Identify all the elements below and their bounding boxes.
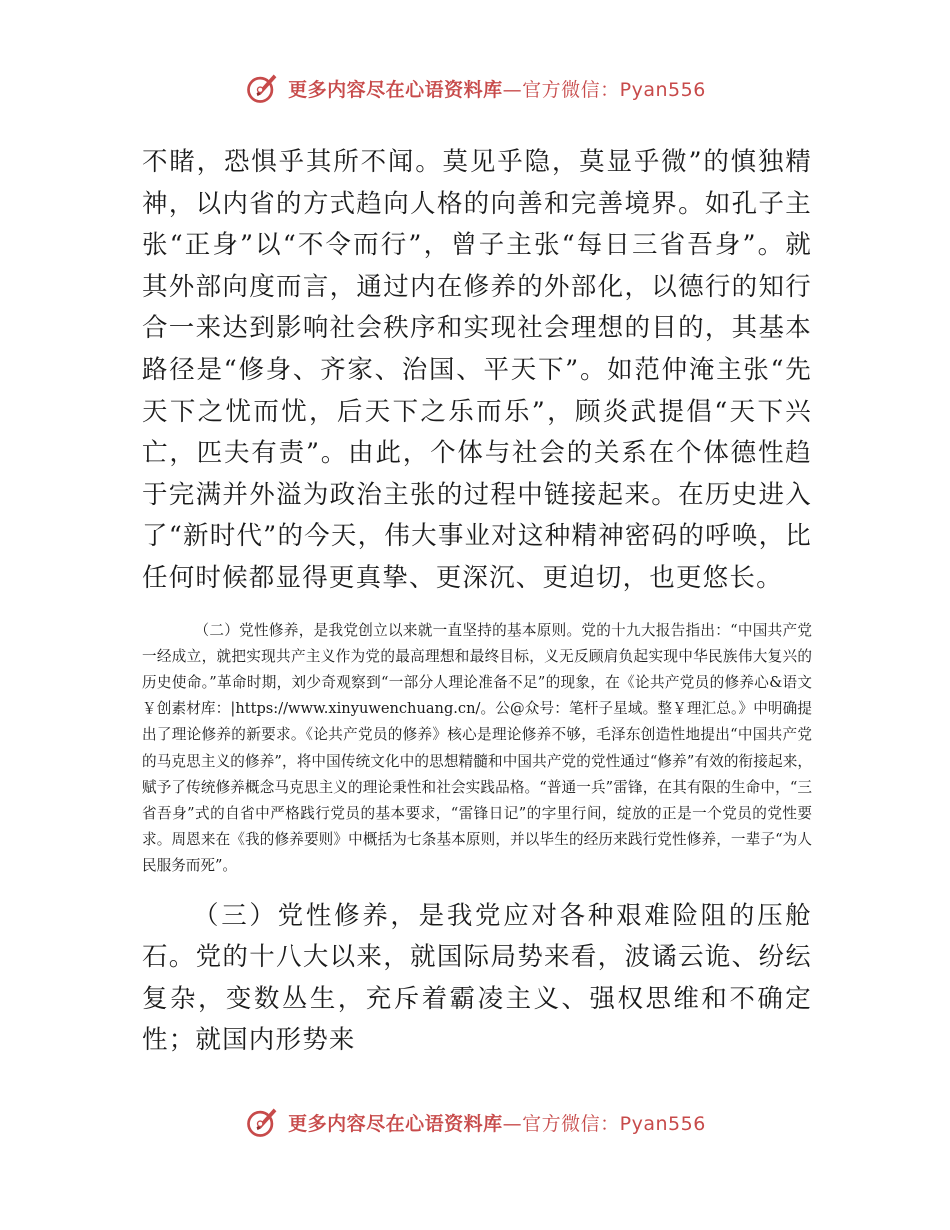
banner-text: 更多内容尽在心语资料库—官方微信：Pyan556 xyxy=(288,1112,706,1135)
document-body xyxy=(142,142,812,1062)
header-banner xyxy=(0,64,950,112)
pen-nib-logo-icon xyxy=(244,1104,280,1140)
footer-banner xyxy=(0,1098,950,1146)
banner-text: 更多内容尽在心语资料库—官方微信：Pyan556 xyxy=(288,78,706,101)
pen-nib-logo-icon xyxy=(244,70,280,106)
body-paragraph-3: （三）党性修养，是我党应对各种艰难险阻的压舱石。党的十八大以来，就国际局势来看，波谲云诡、纷纭复杂，变数丛生，充斥着霸凌主义、强权思维和不确定性；就国内形势来 xyxy=(142,900,812,1056)
body-paragraph-1: 不睹，恐惧乎其所不闻。莫见乎隐，莫显乎微”的慎独精神，以内省的方式趋向人格的向善和完善境界。如孔子主张“正身”以“不令而行”，曾子主张“每日三省吾身”。就其外部向度而言，通过内在修养的外部化，以德行的知行合一来达到影响社会秩序和实现社会理想的目的，其基本路径是“修身、齐家、治国、平天下”。如范仲淹主张“先天下之忧而忧，后天下之乐而乐”，顾炎武提倡“天下兴亡，匹夫有责”。由此，个体与社会的关系在个体德性趋于完满并外溢为政治主张的过程中链接起来。在历史进入了“新时代”的今天，伟大事业对这种精神密码的呼唤，比任何时候都显得更真挚、更深沉、更迫切，也更悠长。 xyxy=(142,147,812,593)
body-paragraph-2: （二）党性修养，是我党创立以来就一直坚持的基本原则。党的十九大报告指出：“中国共产党一经成立，就把实现共产主义作为党的最高理想和最终目标，义无反顾肩负起实现中华民族伟大复兴的历史使命。”革命时期，刘少奇观察到“一部分人理论准备不足”的现象，在《论共产党员的修养心&语文￥创素材库：|https://www.xinyuwenchuang.cn/。公@众号：笔杆子星域。整￥理汇总。》中明确提出了理论修养的新要求。《论共产党员的修养》核心是理论修养不够，毛泽东创造性地提出“中国共产党的马克思主义的修养”，将中国传统文化中的思想精髓和中国共产党的党性通过“修养”有效的衔接起来，赋予了传统修养概念马克思主义的理论秉性和社会实践品格。“普通一兵”雷锋，在其有限的生命中，“三省吾身”式的自省中严格践行党员的基本要求，“雷锋日记”的字里行间，绽放的正是一个党员的党性要求。周恩来在《我的修养要则》中概括为七条基本原则，并以毕生的经历来践行党性修养，一辈子“为人民服务而死”。 xyxy=(142,621,812,875)
